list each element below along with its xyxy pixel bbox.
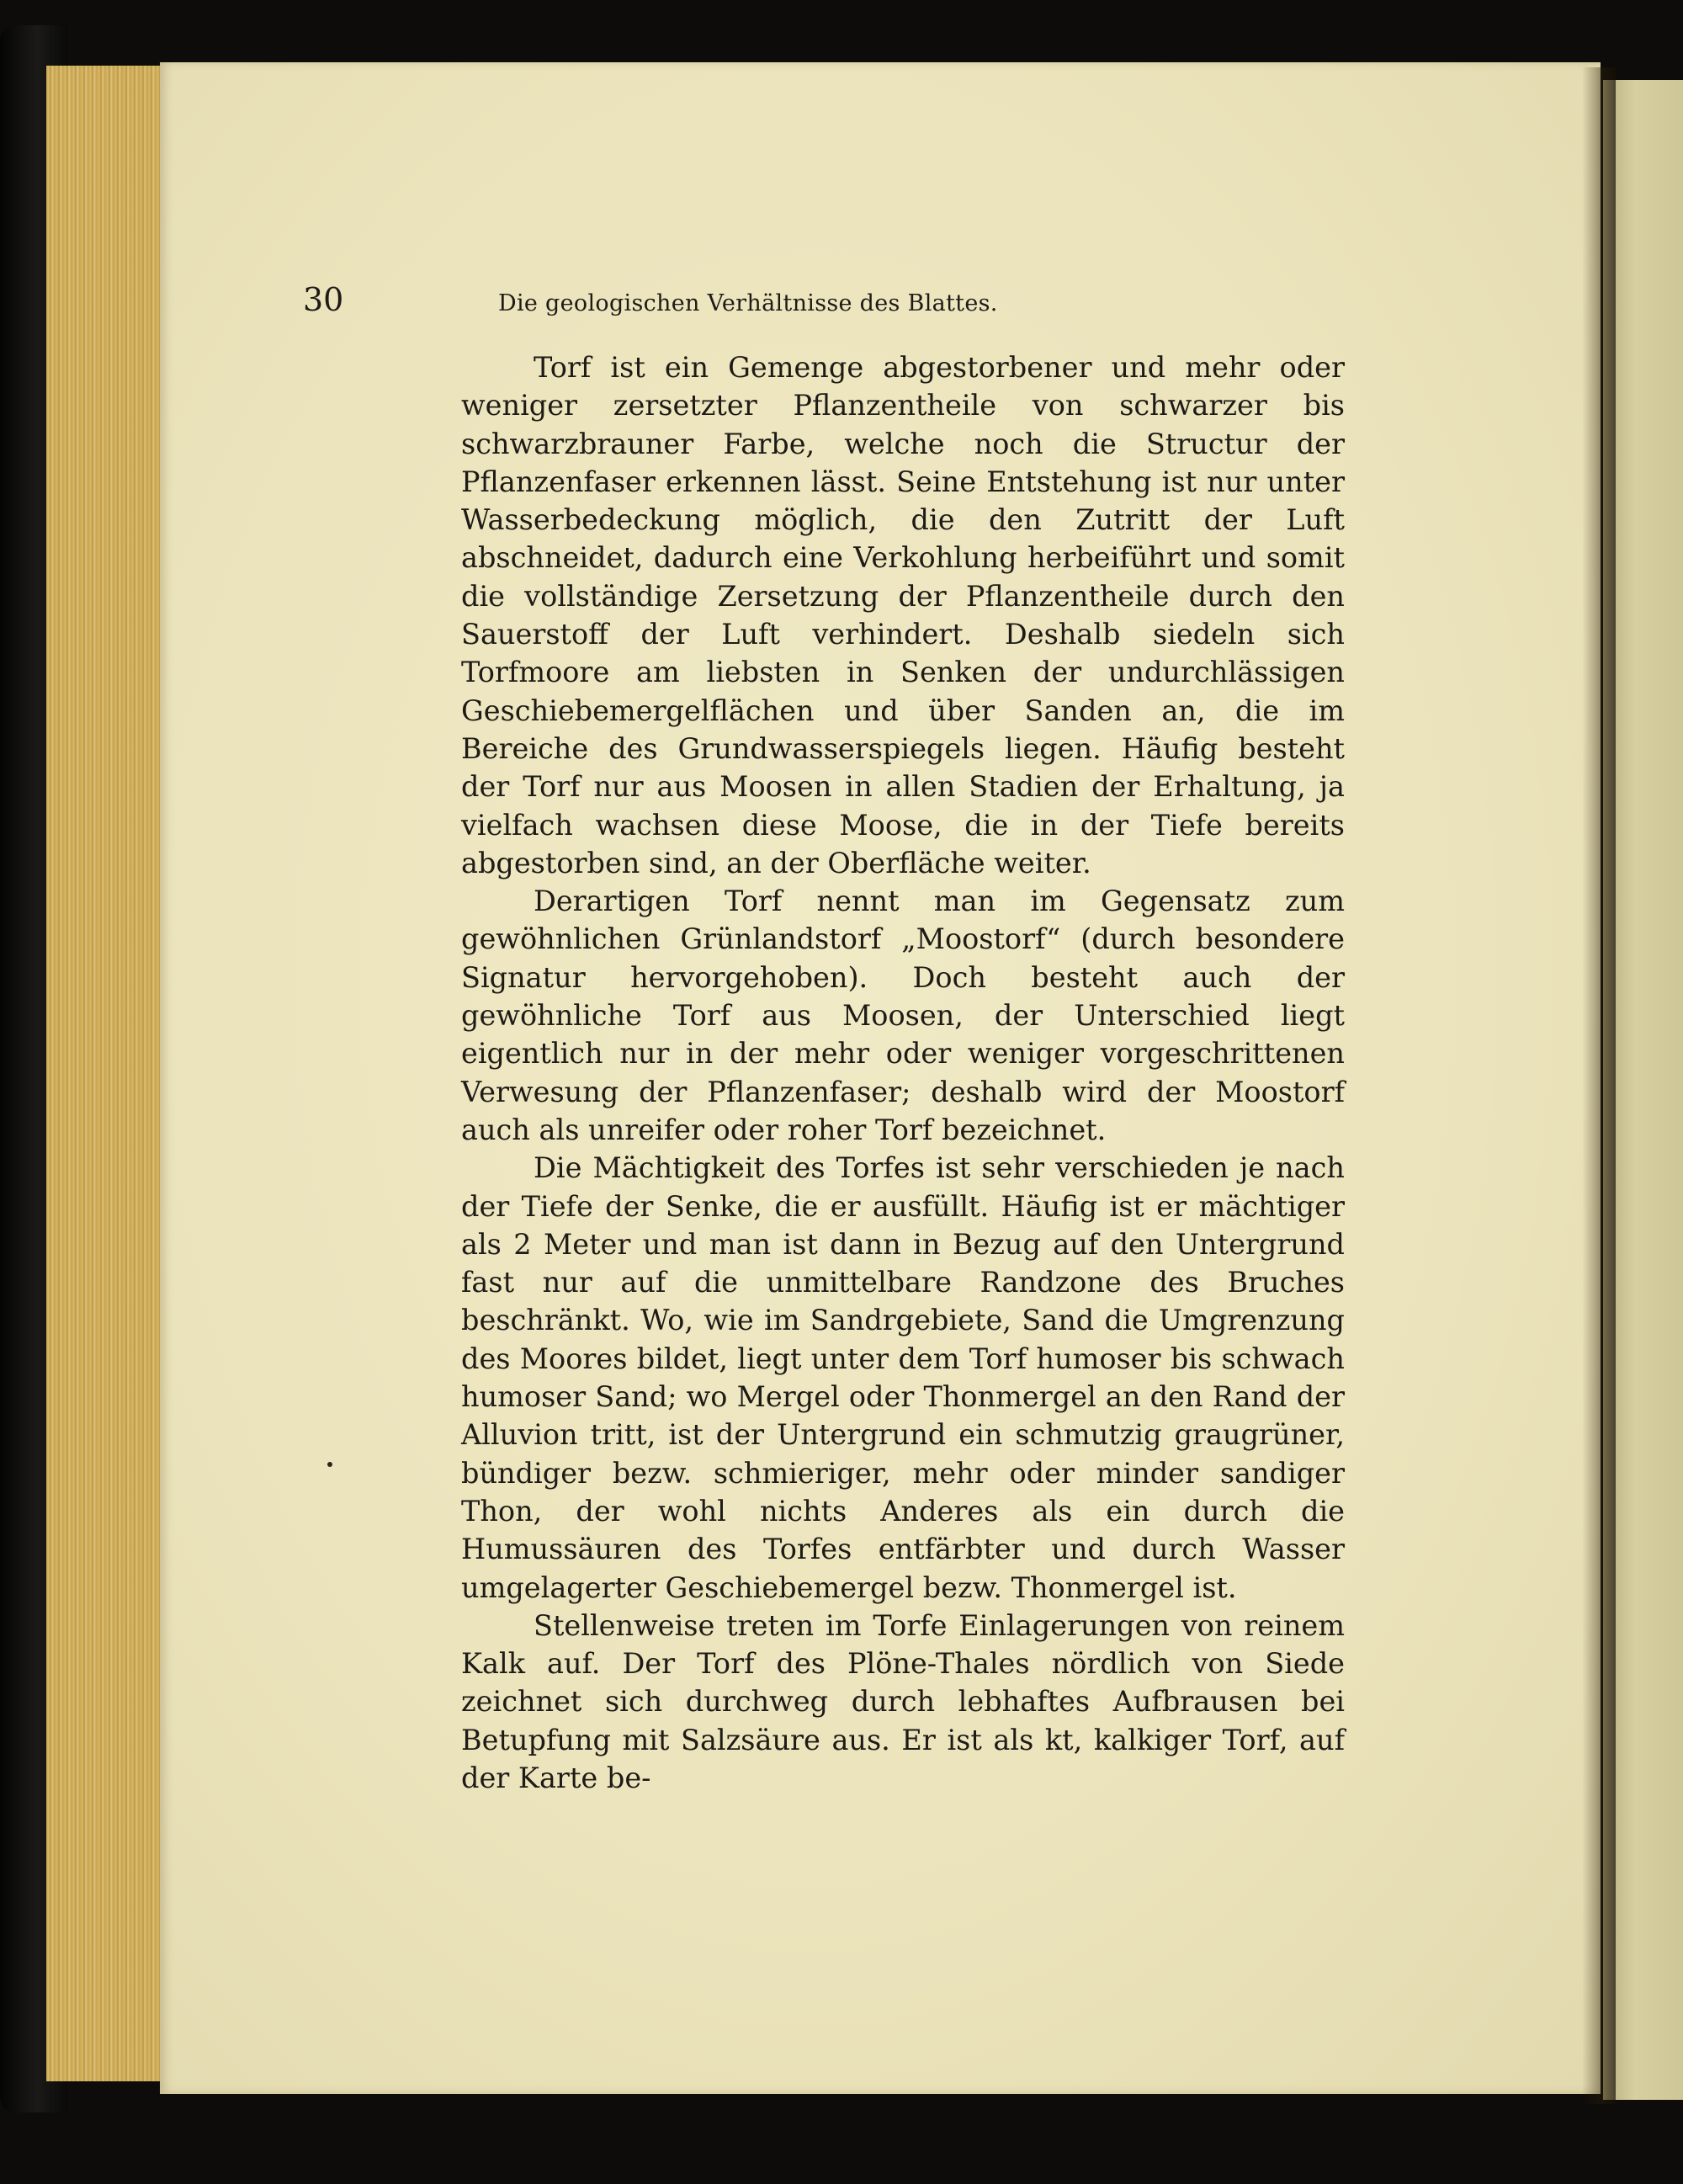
paragraph: Derartigen Torf nennt man im Gegensatz zum gewöhnlichen Grünlandstorf „Moostorf“ (durch besondere Signatur hervorgehoben). Doch besteht auch der gewöhnliche Torf aus Moosen, der Unterschied liegt eigentlich nur in der mehr oder weniger vorgeschrittenen Verwesung der Pflanzenfaser; deshalb wird der Moostorf auch als unreifer oder roher Torf bezeichnet.	[461, 885, 1345, 1146]
ink-speck	[327, 1462, 332, 1467]
paragraph: Die Mächtigkeit des Torfes ist sehr verschieden je nach der Tiefe der Senke, die er ausfüllt. Häufig ist er mächtiger als 2 Meter und man ist dann in Bezug auf den Untergrund fast nur auf die unmittelbare Randzone des Bruches beschränkt. Wo, wie im Sandrgebiete, Sand die Umgrenzung des Moores bildet, liegt unter dem Torf humoser bis schwach humoser Sand; wo Mergel oder Thonmergel an den Rand der Alluvion tritt, ist der Untergrund ein schmutzig graugrüner, bündiger bezw. schmieriger, mehr oder minder sandiger Thon, der wohl nichts Anderes als ein durch die Humussäuren des Torfes entfärbter und durch Wasser umgelagerter Geschiebemergel bezw. Thonmergel ist.	[461, 1151, 1345, 1604]
running-head	[303, 279, 1245, 330]
paragraph: Stellenweise treten im Torfe Einlagerungen von reinem Kalk auf. Der Torf des Plöne-Thales nördlich von Siede zeichnet sich durchweg durch lebhaftes Aufbrausen bei Betupfung mit Salzsäure aus. Er ist als kt, kalkiger Torf, auf der Karte be-	[461, 1608, 1345, 1794]
page-edges	[46, 66, 174, 2081]
page-number: 30	[303, 281, 344, 318]
running-title: Die geologischen Verhältnisse des Blattes.	[498, 290, 998, 316]
gutter-shadow	[1582, 67, 1616, 2104]
paragraph: Torf ist ein Gemenge abgestorbener und mehr oder weniger zersetzter Pflanzentheile von schwarzer bis schwarzbrauner Farbe, welche noch die Structur der Pflanzenfaser erkennen lässt. Seine Entstehung ist nur unter Wasserbedeckung möglich, die den Zutritt der Luft abschneidet, dadurch eine Verkohlung herbeiführt und somit die vollständige Zersetzung der Pflanzentheile durch den Sauerstoff der Luft verhindert. Deshalb siedeln sich Torfmoore am liebsten in Senken der undurchlässigen Geschiebemergelflächen und über Sanden an, die im Bereiche des Grundwasserspiegels liegen. Häufig besteht der Torf nur aus Moosen in allen Stadien der Erhaltung, ja vielfach wachsen diese Moose, die in der Tiefe bereits abgestorben sind, an der Oberfläche weiter.	[461, 351, 1345, 879]
body-text	[461, 348, 1345, 1797]
